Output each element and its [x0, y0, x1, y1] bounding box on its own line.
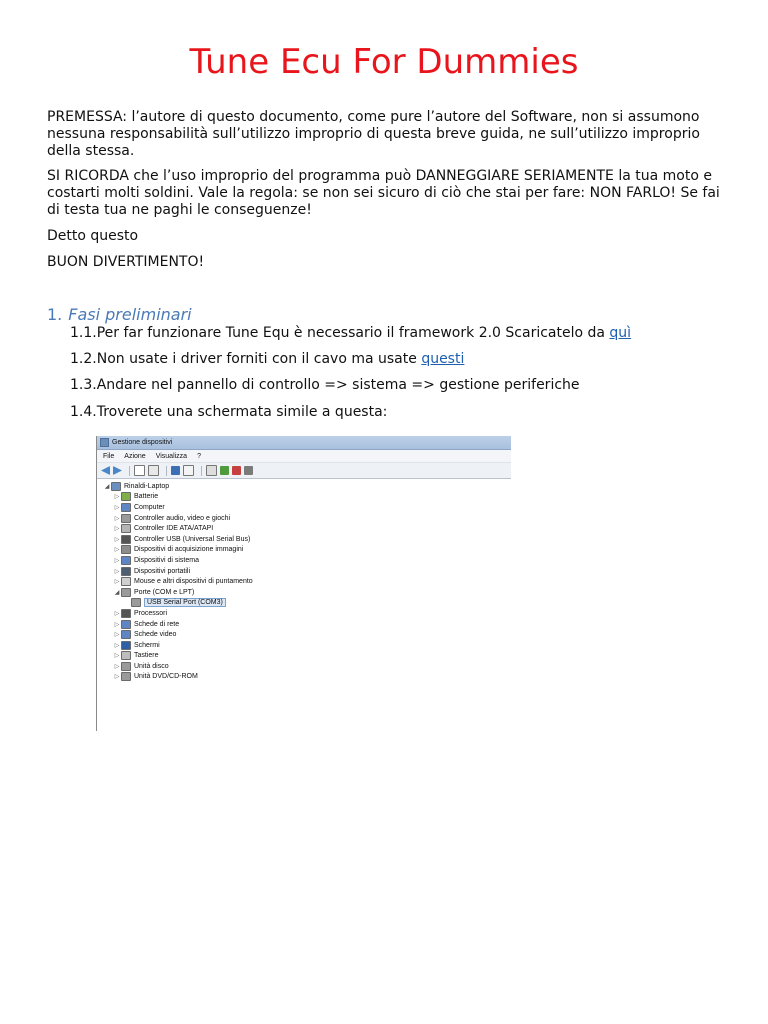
toolbar-separator	[129, 466, 130, 476]
expand-toggle-icon[interactable]: ▷	[114, 610, 120, 617]
device-category-icon	[121, 556, 131, 565]
tree-node-label: Batterie	[134, 493, 159, 501]
tree-node-label: Processori	[134, 609, 168, 617]
tree-node-label: Porte (COM e LPT)	[134, 588, 195, 596]
tree-node-label: Dispositivi portatili	[134, 567, 191, 575]
expand-toggle-icon[interactable]: ▷	[114, 536, 120, 543]
tree-node-label: USB Serial Port (COM3)	[144, 598, 226, 607]
section-number: 1.	[47, 305, 63, 324]
device-category-icon	[121, 620, 131, 629]
device-category-icon	[121, 514, 131, 523]
section-title: Fasi preliminari	[68, 305, 192, 324]
ricorda-paragraph: SI RICORDA che l’uso improprio del programma può DANNEGGIARE SERIAMENTE la tua moto e costarti molti soldini. Vale la regola: se non sei sicuro di ciò che stai per fare: NON FARLO! Se fai di testa tua ne paghi le conseguenze!	[47, 168, 720, 218]
tree-node-label: Rinaldi-Laptop	[124, 482, 170, 490]
tree-node[interactable]	[103, 481, 253, 492]
update-driver-icon[interactable]	[220, 466, 229, 475]
device-category-icon	[121, 577, 131, 586]
device-category-icon	[121, 651, 131, 660]
tree-node[interactable]	[103, 545, 253, 556]
document-title: Tune Ecu For Dummies	[189, 42, 579, 82]
device-category-icon	[121, 503, 131, 512]
device-category-icon	[121, 672, 131, 681]
expand-toggle-icon[interactable]: ▷	[114, 557, 120, 564]
list-item	[70, 351, 464, 368]
device-tree	[103, 481, 253, 682]
list-item	[70, 325, 631, 342]
device-category-icon	[121, 641, 131, 650]
expand-toggle-icon[interactable]: ▷	[114, 547, 120, 554]
tree-node[interactable]	[103, 513, 253, 524]
device-category-icon	[121, 567, 131, 576]
premessa-paragraph: PREMESSA: l’autore di questo documento, come pure l’autore del Software, non si assumono nessuna responsabilità sull’utilizzo improprio di questa breve guida, ne sull’utilizzo improprio della stessa.	[47, 109, 700, 159]
expand-toggle-icon[interactable]: ▷	[114, 674, 120, 681]
detto-paragraph: Detto questo	[47, 228, 139, 244]
expand-toggle-icon[interactable]: ▷	[114, 568, 120, 575]
expand-toggle-icon[interactable]: ▷	[114, 653, 120, 660]
device-category-icon	[111, 482, 121, 491]
device-category-icon	[121, 545, 131, 554]
expand-toggle-icon[interactable]: ◢	[104, 483, 110, 490]
list-item	[70, 404, 387, 421]
tree-node-label: Controller USB (Universal Serial Bus)	[134, 535, 251, 543]
details-icon[interactable]	[183, 465, 194, 476]
expand-toggle-icon[interactable]: ▷	[114, 494, 120, 501]
tree-node-label: Dispositivi di sistema	[134, 556, 199, 564]
back-arrow-icon[interactable]	[101, 466, 110, 475]
tree-node-label: Schede video	[134, 631, 177, 639]
tree-node-label: Computer	[134, 503, 165, 511]
expand-toggle-icon[interactable]: ▷	[114, 526, 120, 533]
expand-toggle-icon[interactable]: ▷	[114, 504, 120, 511]
menu-bar	[97, 450, 511, 463]
tree-node-label: Schede di rete	[134, 620, 180, 628]
tree-node[interactable]	[103, 502, 253, 513]
list-item	[70, 377, 580, 394]
device-category-icon	[121, 662, 131, 671]
tree-node[interactable]	[103, 576, 253, 587]
item-text: Per far funzionare Tune Equ è necessario il framework 2.0 Scaricatelo da	[96, 325, 610, 341]
view-icon[interactable]	[148, 465, 159, 476]
tree-node-label: Dispositivi di acquisizione immagini	[134, 546, 244, 554]
item-number: 1.3.	[70, 377, 97, 393]
device-manager-screenshot	[96, 436, 511, 731]
item-text: Troverete una schermata simile a questa:	[96, 404, 388, 420]
device-category-icon	[121, 630, 131, 639]
menu-visualizza[interactable]: Visualizza	[155, 452, 188, 460]
tree-node[interactable]	[103, 598, 253, 609]
tree-node-label: Schermi	[134, 641, 160, 649]
uninstall-device-icon[interactable]	[244, 466, 253, 475]
expand-toggle-icon[interactable]: ▷	[114, 632, 120, 639]
tree-node-label: Controller IDE ATA/ATAPI	[134, 525, 214, 533]
scan-hardware-icon[interactable]	[206, 465, 217, 476]
tree-node-label: Mouse e altri dispositivi di puntamento	[134, 578, 253, 586]
menu-file[interactable]: File	[103, 452, 115, 460]
tree-node[interactable]	[103, 629, 253, 640]
device-category-icon	[121, 588, 131, 597]
tree-node[interactable]	[103, 608, 253, 619]
disable-device-icon[interactable]	[232, 466, 241, 475]
item-number: 1.4.	[70, 404, 97, 420]
device-category-icon	[121, 609, 131, 618]
framework-download-link[interactable]: quì	[609, 325, 632, 341]
properties-icon[interactable]	[134, 465, 145, 476]
device-category-icon	[131, 598, 141, 607]
expand-toggle-icon[interactable]: ▷	[114, 579, 120, 586]
tree-node-label: Tastiere	[134, 652, 159, 660]
toolbar-separator	[201, 466, 202, 476]
tree-node[interactable]	[103, 523, 253, 534]
device-category-icon	[121, 492, 131, 501]
section-heading	[47, 305, 192, 324]
tree-node[interactable]	[103, 651, 253, 662]
item-text: Non usate i driver forniti con il cavo ma usate	[96, 351, 422, 367]
toolbar-separator	[166, 466, 167, 476]
device-manager-icon	[100, 438, 109, 447]
menu-azione[interactable]: Azione	[124, 452, 146, 460]
expand-toggle-icon[interactable]: ▷	[114, 621, 120, 628]
driver-download-link[interactable]: questi	[421, 351, 465, 367]
item-number: 1.1.	[70, 325, 97, 341]
tree-node[interactable]	[103, 672, 253, 683]
item-number: 1.2.	[70, 351, 97, 367]
tree-node-label: Controller audio, video e giochi	[134, 514, 231, 522]
expand-toggle-icon[interactable]: ▷	[114, 515, 120, 522]
expand-toggle-icon[interactable]: ▷	[114, 663, 120, 670]
window-titlebar	[97, 436, 511, 450]
tree-node[interactable]	[103, 661, 253, 672]
expand-toggle-icon[interactable]: ◢	[114, 589, 120, 596]
forward-arrow-icon[interactable]	[113, 466, 122, 475]
expand-toggle-icon[interactable]: ▷	[114, 642, 120, 649]
tree-node[interactable]	[103, 640, 253, 651]
tree-node-label: Unità disco	[134, 662, 169, 670]
help-icon[interactable]	[171, 466, 180, 475]
window-title: Gestione dispositivi	[112, 439, 173, 446]
tree-node[interactable]	[103, 587, 253, 598]
tree-node[interactable]	[103, 566, 253, 577]
menu-help[interactable]: ?	[197, 452, 201, 460]
tree-node-label: Unità DVD/CD-ROM	[134, 673, 198, 681]
tree-node[interactable]	[103, 555, 253, 566]
tree-node[interactable]	[103, 619, 253, 630]
item-text: Andare nel pannello di controllo => sistema => gestione periferiche	[96, 377, 580, 393]
buon-paragraph: BUON DIVERTIMENTO!	[47, 254, 205, 270]
toolbar	[97, 463, 511, 479]
device-category-icon	[121, 524, 131, 533]
tree-node[interactable]	[103, 534, 253, 545]
device-category-icon	[121, 535, 131, 544]
tree-node[interactable]	[103, 492, 253, 503]
